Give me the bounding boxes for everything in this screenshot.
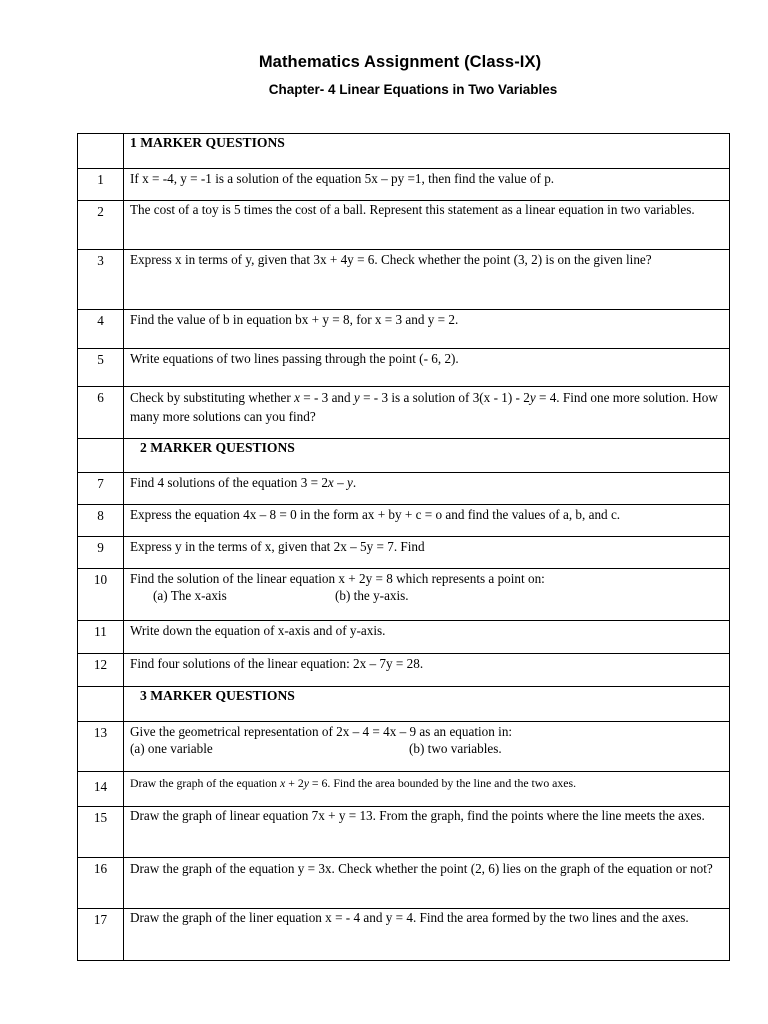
page-subtitle: Chapter- 4 Linear Equations in Two Variables xyxy=(268,82,558,97)
table-row xyxy=(78,537,730,569)
question-number: 11 xyxy=(78,621,124,654)
question-number: 15 xyxy=(78,807,124,858)
question-number: 17 xyxy=(78,909,124,961)
question-text: Write down the equation of x-axis and of y-axis. xyxy=(124,621,730,654)
option-a: (a) one variable xyxy=(130,741,213,756)
question-number: 5 xyxy=(78,349,124,387)
variable-y: y xyxy=(529,390,536,405)
question-text-part: = - 3 is a solution of 3(x - 1) - 2 xyxy=(359,390,530,405)
answer-options xyxy=(130,587,723,604)
question-text: The cost of a toy is 5 times the cost of a ball. Represent this statement as a linear equation in two variables. xyxy=(124,201,730,250)
question-number: 2 xyxy=(78,201,124,250)
question-text-line: Find the solution of the linear equation x + 2y = 8 which represents a point on: xyxy=(130,571,545,586)
question-text-part: – xyxy=(333,475,347,490)
question-number: 3 xyxy=(78,250,124,310)
question-number: 6 xyxy=(78,387,124,439)
question-number: 10 xyxy=(78,569,124,621)
page-title: Mathematics Assignment (Class-IX) xyxy=(258,53,542,71)
section-number-cell xyxy=(78,439,124,473)
question-text: Draw the graph of the equation y = 3x. Check whether the point (2, 6) lies on the graph of the equation or not? xyxy=(124,858,730,909)
question-text: Find the value of b in equation bx + y = 8, for x = 3 and y = 2. xyxy=(124,310,730,349)
variable-y: y xyxy=(346,475,353,490)
variable-x: x xyxy=(280,776,286,790)
questions-table xyxy=(77,133,730,961)
question-text xyxy=(124,473,730,505)
question-text xyxy=(124,722,730,772)
question-text: Find four solutions of the linear equation: 2x – 7y = 28. xyxy=(124,654,730,687)
question-text-part: = 6. Find the area bounded by the line and the two axes. xyxy=(308,776,577,790)
variable-x: x xyxy=(327,475,334,490)
section-heading-3-marker: 3 MARKER QUESTIONS xyxy=(124,687,730,722)
question-text-part: = - 3 and xyxy=(299,390,354,405)
table-row xyxy=(78,654,730,687)
question-text: Express x in terms of y, given that 3x + 4y = 6. Check whether the point (3, 2) is on the given line? xyxy=(124,250,730,310)
question-number: 7 xyxy=(78,473,124,505)
question-text-part: Check by substituting whether xyxy=(130,390,295,405)
question-number: 1 xyxy=(78,169,124,201)
question-text: Express the equation 4x – 8 = 0 in the form ax + by + c = o and find the values of a, b, and c. xyxy=(124,505,730,537)
question-text: Draw the graph of linear equation 7x + y = 13. From the graph, find the points where the line meets the axes. xyxy=(124,807,730,858)
table-row xyxy=(78,722,730,772)
option-a: (a) The x-axis xyxy=(153,588,227,603)
table-row xyxy=(78,387,730,439)
table-row xyxy=(78,909,730,961)
table-row xyxy=(78,473,730,505)
table-row xyxy=(78,250,730,310)
question-text xyxy=(124,569,730,621)
question-text: If x = -4, y = -1 is a solution of the equation 5x – py =1, then find the value of p. xyxy=(124,169,730,201)
question-text: Express y in the terms of x, given that 2x – 5y = 7. Find xyxy=(124,537,730,569)
question-text-part: = 4. Find one more solution. How many more solutions can you find? xyxy=(130,390,718,424)
question-text xyxy=(124,387,730,439)
table-row xyxy=(78,772,730,807)
question-number: 16 xyxy=(78,858,124,909)
table-row xyxy=(78,569,730,621)
section-header-row xyxy=(78,687,730,722)
question-text-part: + 2 xyxy=(285,776,304,790)
section-heading-2-marker: 2 MARKER QUESTIONS xyxy=(124,439,730,473)
option-b: (b) two variables. xyxy=(409,741,502,756)
table-row xyxy=(78,201,730,250)
answer-options xyxy=(130,740,723,757)
question-number: 13 xyxy=(78,722,124,772)
question-number: 4 xyxy=(78,310,124,349)
table-row xyxy=(78,169,730,201)
section-header-row xyxy=(78,134,730,169)
section-heading-1-marker: 1 MARKER QUESTIONS xyxy=(124,134,730,169)
table-row xyxy=(78,807,730,858)
table-row xyxy=(78,349,730,387)
section-number-cell xyxy=(78,134,124,169)
table-row xyxy=(78,310,730,349)
question-number: 9 xyxy=(78,537,124,569)
section-number-cell xyxy=(78,687,124,722)
variable-y: y xyxy=(303,776,309,790)
variable-y: y xyxy=(353,390,360,405)
question-text-part: Draw the graph of the equation xyxy=(130,776,281,790)
question-number: 8 xyxy=(78,505,124,537)
question-text: Write equations of two lines passing through the point (- 6, 2). xyxy=(124,349,730,387)
question-text-part: . xyxy=(352,475,357,490)
question-text: Draw the graph of the liner equation x = - 4 and y = 4. Find the area formed by the two lines and the axes. xyxy=(124,909,730,961)
question-number: 12 xyxy=(78,654,124,687)
question-number: 14 xyxy=(78,772,124,807)
variable-x: x xyxy=(294,390,300,405)
option-b: (b) the y-axis. xyxy=(335,588,409,603)
section-header-row xyxy=(78,439,730,473)
question-text-part: Find 4 solutions of the equation 3 = 2 xyxy=(130,475,328,490)
table-row xyxy=(78,858,730,909)
table-row xyxy=(78,505,730,537)
question-text xyxy=(124,772,730,807)
question-text-line: Give the geometrical representation of 2x – 4 = 4x – 9 as an equation in: xyxy=(130,724,513,739)
table-row xyxy=(78,621,730,654)
